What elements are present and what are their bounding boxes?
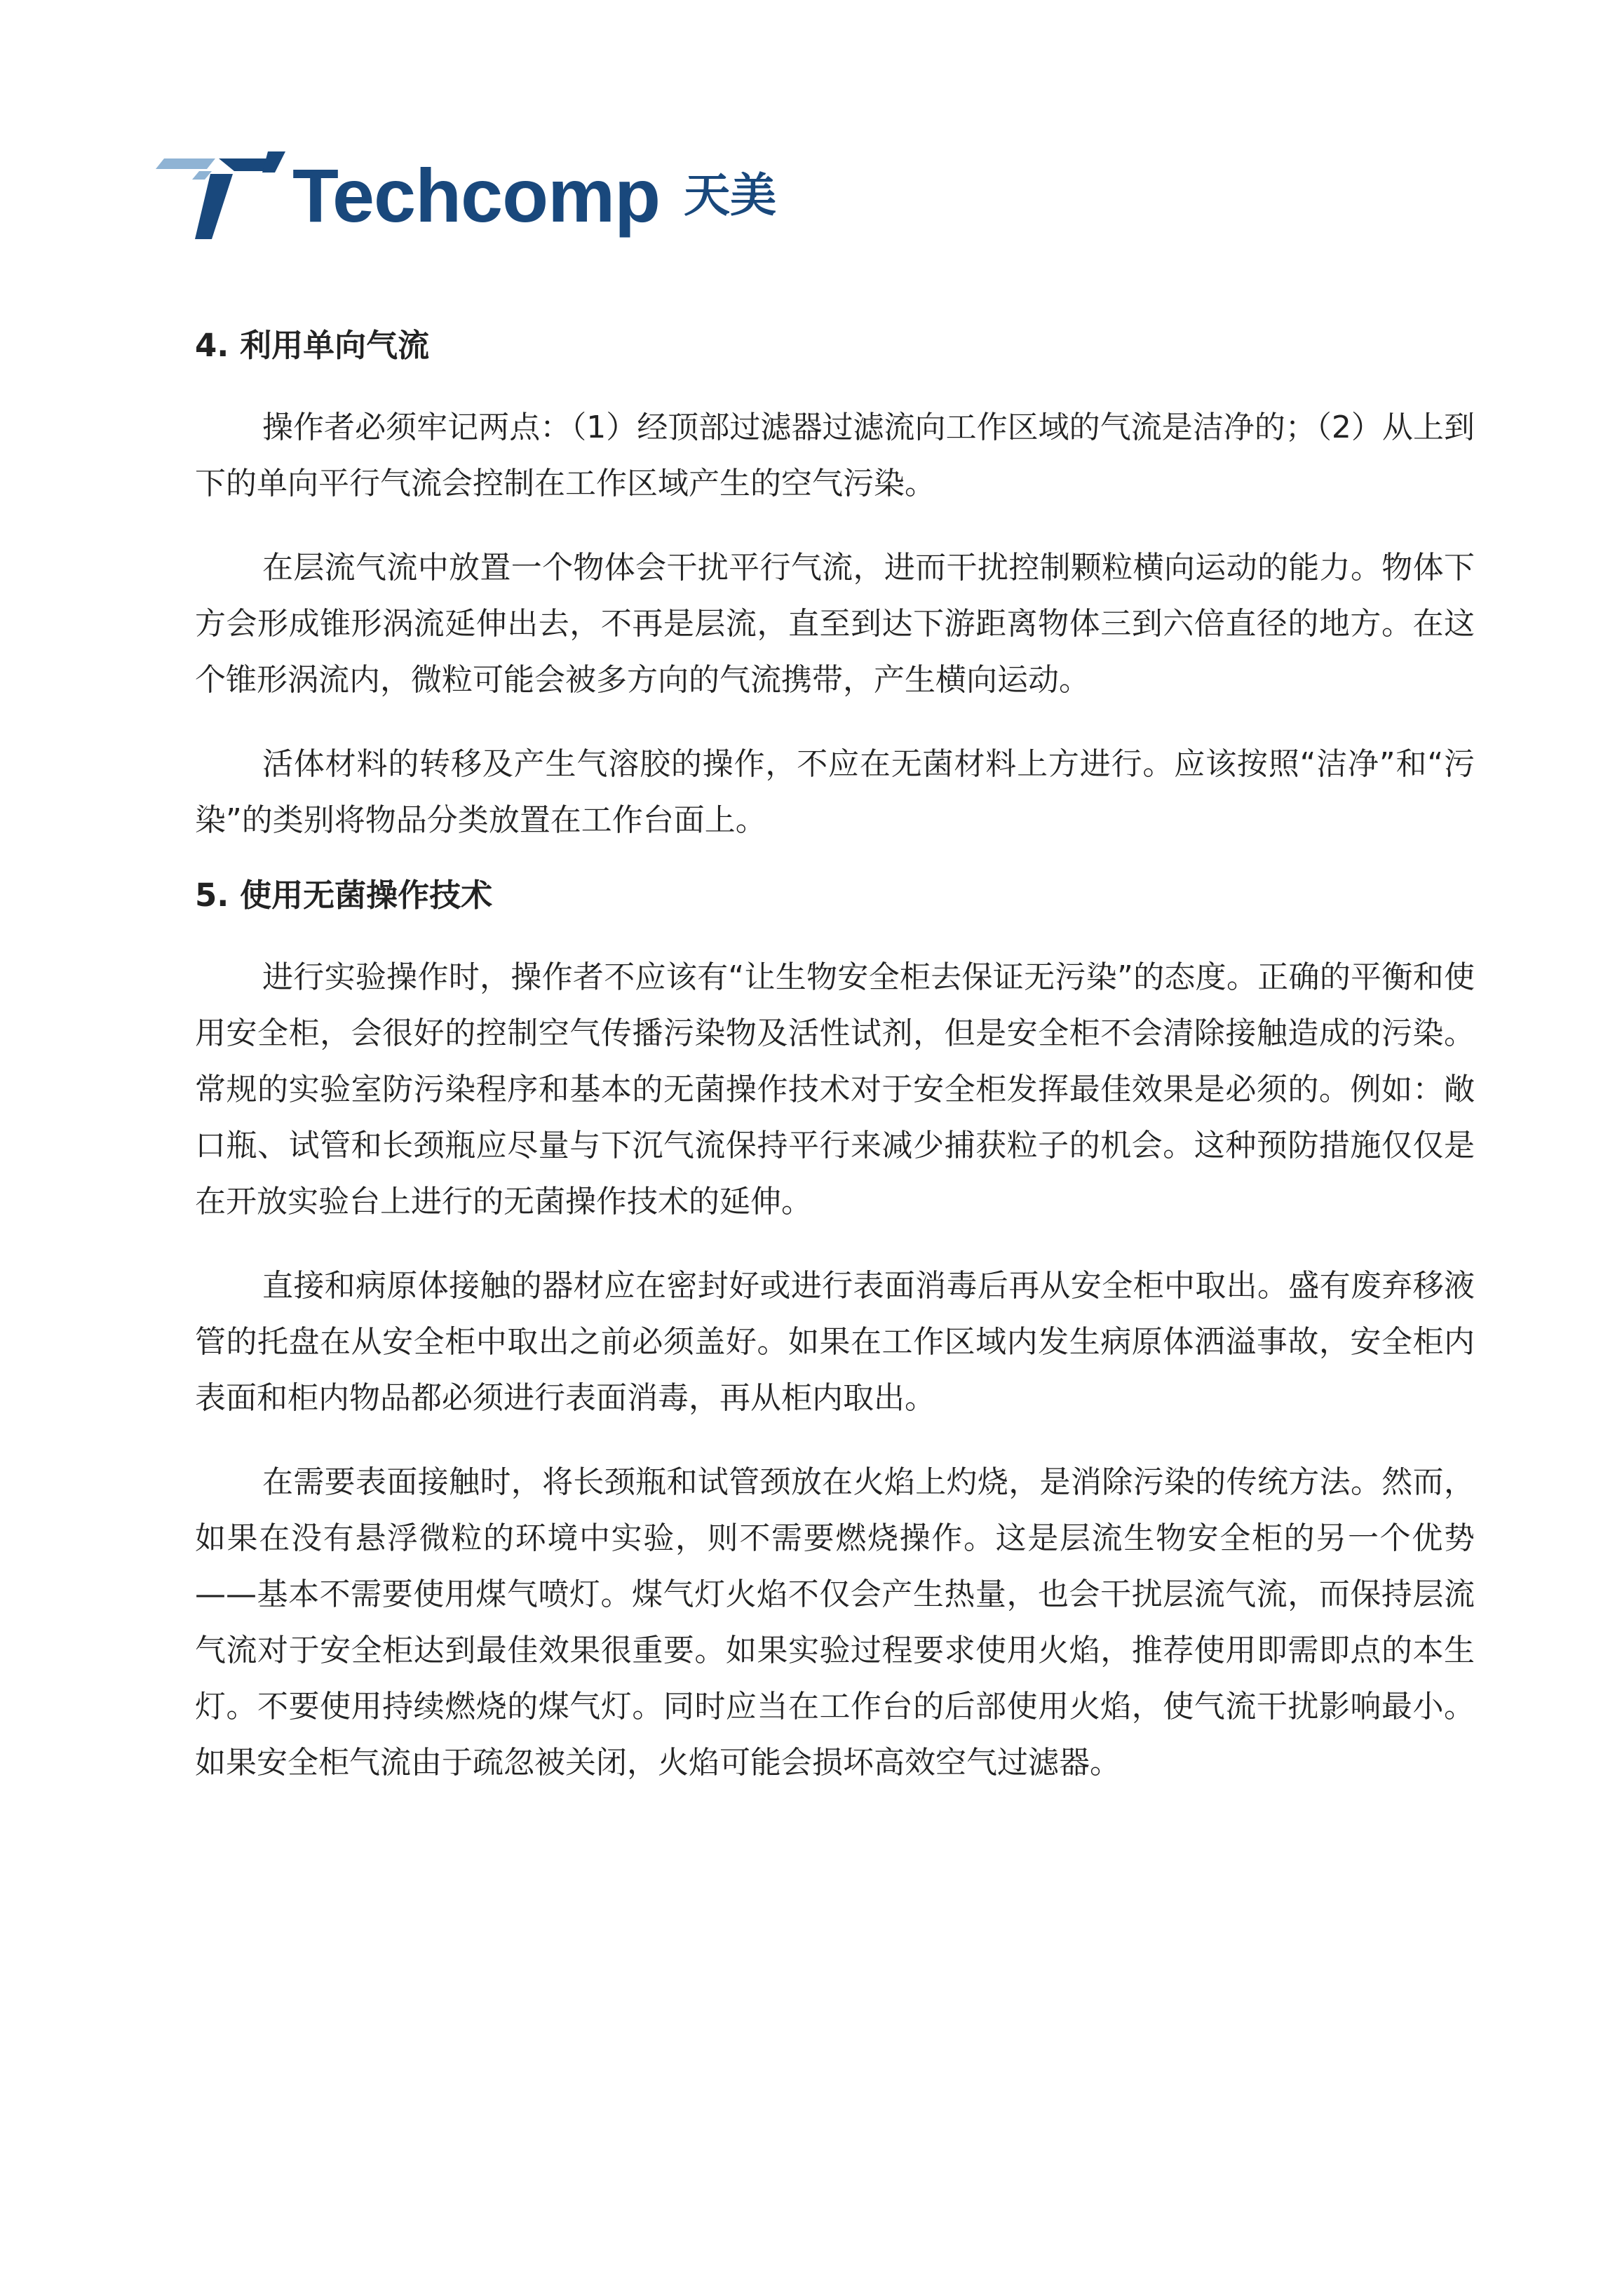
- techcomp-logo-icon: [156, 151, 285, 239]
- paragraph: 在层流气流中放置一个物体会干扰平行气流，进而干扰控制颗粒横向运动的能力。物体下方会形成锥形涡流延伸出去，不再是层流，直至到达下游距离物体三到六倍直径的地方。在这个锥形涡流内，微粒可能会被多方向的气流携带，产生横向运动。: [195, 550, 1475, 698]
- paragraph: 直接和病原体接触的器材应在密封好或进行表面消毒后再从安全柜中取出。盛有废弃移液管的托盘在从安全柜中取出之前必须盖好。如果在工作区域内发生病原体洒溢事故，安全柜内表面和柜内物品都必须进行表面消毒，再从柜内取出。: [195, 1268, 1475, 1416]
- paragraph: 活体材料的转移及产生气溶胶的操作，不应在无菌材料上方进行。应该按照“洁净”和“污染”的类别将物品分类放置在工作台面上。: [195, 746, 1475, 838]
- paragraph: 进行实验操作时，操作者不应该有“让生物安全柜去保证无污染”的态度。正确的平衡和使用安全柜，会很好的控制空气传播污染物及活性试剂，但是安全柜不会清除接触造成的污染。常规的实验室防污染程序和基本的无菌操作技术对于安全柜发挥最佳效果是必须的。例如：敞口瓶、试管和长颈瓶应尽量与下沉气流保持平行来减少捕获粒子的机会。这种预防措施仅仅是在开放实验台上进行的无菌操作技术的延伸。: [195, 959, 1475, 1220]
- logo-chinese-name: 天美: [684, 168, 777, 222]
- document-body: [195, 327, 1475, 1819]
- section-heading-5: 5. 使用无菌操作技术: [195, 877, 493, 914]
- section-heading-4: 4. 利用单向气流: [195, 327, 430, 364]
- techcomp-logo: [156, 151, 776, 239]
- paragraph: 在需要表面接触时，将长颈瓶和试管颈放在火焰上灼烧，是消除污染的传统方法。然而，如果在没有悬浮微粒的环境中实验，则不需要燃烧操作。这是层流生物安全柜的另一个优势——基本不需要使用煤气喷灯。煤气灯火焰不仅会产生热量，也会干扰层流气流，而保持层流气流对于安全柜达到最佳效果很重要。如果实验过程要求使用火焰，推荐使用即需即点的本生灯。不要使用持续燃烧的煤气灯。同时应当在工作台的后部使用火焰，使气流干扰影响最小。如果安全柜气流由于疏忽被关闭，火焰可能会损坏高效空气过滤器。: [195, 1464, 1475, 1781]
- logo-wordmark: Techcomp: [292, 152, 661, 238]
- paragraph: 操作者必须牢记两点：（1）经顶部过滤器过滤流向工作区域的气流是洁净的；（2）从上到下的单向平行气流会控制在工作区域产生的空气污染。: [195, 410, 1475, 501]
